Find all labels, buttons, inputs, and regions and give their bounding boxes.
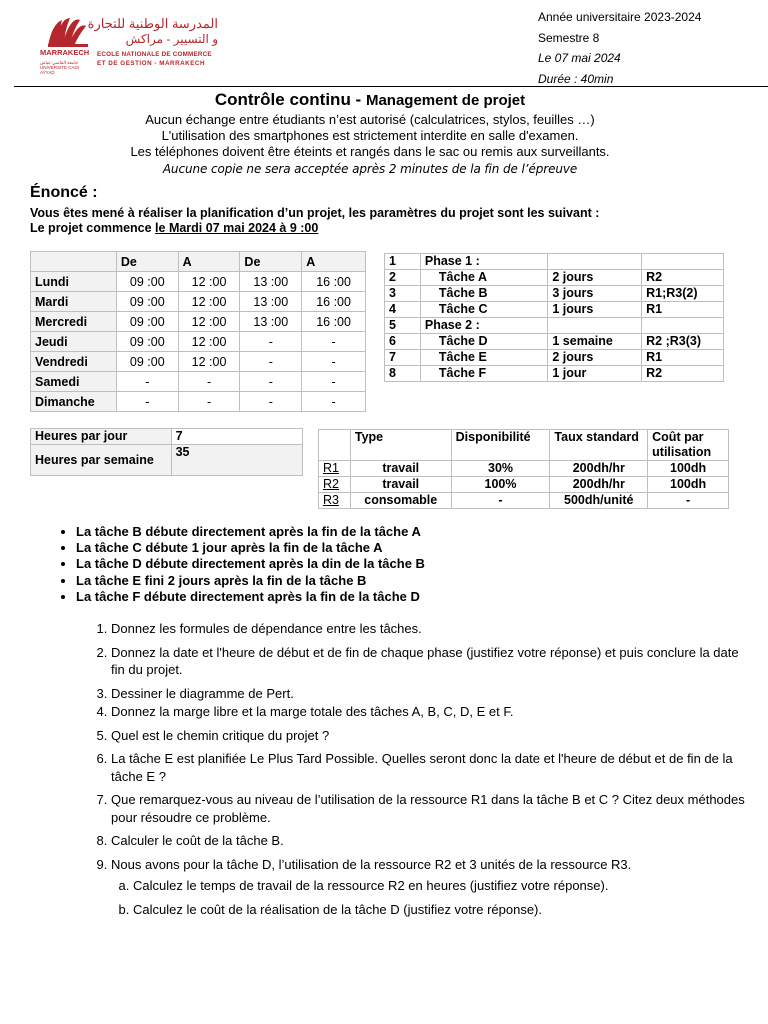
project-start-date: le Mardi 07 mai 2024 à 9 :00 [155,221,319,235]
list-item: • La tâche F débute directement après la fin de la tâche D [76,589,425,605]
sub-question-item: a. Calculez le temps de travail de la ressource R2 en heures (justifiez votre réponse). [133,877,751,895]
table-row: 4 Tâche C 1 jours R1 [385,302,724,318]
question-item: 1. Donnez les formules de dépendance entre les tâches. [111,620,751,638]
table-row: Mardi 09 :00 12 :00 13 :00 16 :00 [31,292,366,312]
schedule-header-a2: A [302,252,366,272]
table-row: 2 Tâche A 2 jours R2 [385,270,724,286]
sub-questions-list [111,877,751,918]
table-row: R3 consomable - 500dh/unité - [319,493,729,509]
schedule-header-row [31,252,366,272]
question-item: 8. Calculer le coût de la tâche B. [111,832,751,850]
logo-university: جامعة القاضي عياض UNIVERSITE CADI AYYAD [40,60,80,75]
header-divider [14,86,768,87]
schedule-header-a1: A [178,252,240,272]
schedule-table [30,251,366,412]
question-item: 6. La tâche E est planifiée Le Plus Tard Possible. Quelles seront donc la date et l'heure de début et de fin de la tâche E ? [111,750,751,785]
schedule-header-de2: De [240,252,302,272]
table-row: 7 Tâche E 2 jours R1 [385,350,724,366]
exam-title [0,90,740,110]
table-row: 3 Tâche B 3 jours R1;R3(2) [385,286,724,302]
exam-date: Le 07 mai 2024 [538,51,621,65]
table-row: Vendredi 09 :00 12 :00 - - [31,352,366,372]
table-row: R1 travail 30% 200dh/hr 100dh [319,461,729,477]
school-logo [40,16,225,78]
logo-french-line2: ET DE GESTION - MARRAKECH [97,60,206,67]
tasks-table [384,253,724,382]
question-item: 3. Dessiner le diagramme de Pert. [111,685,751,703]
exam-meta [538,7,701,89]
hours-per-week-label: Heures par semaine [31,445,172,476]
enonce-heading: Énoncé : [30,184,98,201]
list-item: • La tâche E fini 2 jours après la fin de la tâche B [76,573,425,589]
enonce-intro [30,206,599,236]
table-row: 6 Tâche D 1 semaine R2 ;R3(3) [385,334,724,350]
logo-arabic-line2: و التسيير - مراكش [125,32,218,46]
rule-warning: Aucune copie ne sera acceptée après 2 minutes de la fin de l’épreuve [162,162,578,176]
table-row: 8 Tâche F 1 jour R2 [385,366,724,382]
exam-duration: Durée : 40min [538,71,614,86]
table-row [31,429,303,445]
hours-per-day-value: 7 [171,429,302,445]
hours-per-week-value: 35 [171,445,302,476]
list-item: • La tâche C débute 1 jour après la fin de la tâche A [76,540,425,556]
semester: Semestre 8 [538,30,600,45]
schedule-header-de1: De [116,252,178,272]
question-item: 4. Donnez la marge libre et la marge totale des tâches A, B, C, D, E et F. [111,703,751,721]
rule-line-2: L'utilisation des smartphones est strictement interdite en salle d'examen. [161,128,579,143]
table-row: Dimanche - - - - [31,392,366,412]
enonce-intro-line1: Vous êtes mené à réaliser la planification d’un projet, les paramètres du projet sont les suivant : [30,206,600,220]
question-item: 7. Que remarquez-vous au niveau de l’utilisation de la ressource R1 dans la tâche B et C ? Citez deux méthodes pour résoudre ce problème. [111,791,751,826]
exam-title-main: Contrôle continu - [214,90,362,109]
hours-per-day-label: Heures par jour [31,429,172,445]
table-row: Mercredi 09 :00 12 :00 13 :00 16 :00 [31,312,366,332]
table-row: 1 Phase 1 : [385,254,724,270]
rule-line-3: Les téléphones doivent être éteints et rangés dans le sac ou remis aux surveillants. [130,144,610,159]
sub-question-item: b. Calculez le coût de la réalisation de la tâche D (justifiez votre réponse). [133,901,751,919]
questions-list [87,620,751,924]
enonce-intro-line2: Le projet commence le Mardi 07 mai 2024 à 9 :00 [30,221,319,235]
academic-year: Année universitaire 2023-2024 [538,10,702,24]
logo-city: MARRAKECH [40,48,90,57]
table-row: R2 travail 100% 200dh/hr 100dh [319,477,729,493]
table-row: 5 Phase 2 : [385,318,724,334]
table-row [31,445,303,476]
question-item: 9. Nous avons pour la tâche D, l’utilisation de la ressource R2 et 3 unités de la ressource R3. a. Calculez le temps de travail de la ressource R2 en heures (justifiez votre réponse). b. Calculez le coût de la réalisation de la tâche D (justifiez votre réponse). [111,856,751,919]
table-row: Lundi 09 :00 12 :00 13 :00 16 :00 [31,272,366,292]
list-item: • La tâche B débute directement après la fin de la tâche A [76,524,425,540]
question-item: 5. Quel est le chemin critique du projet ? [111,727,751,745]
resources-table [318,429,729,509]
table-row: Samedi - - - - [31,372,366,392]
list-item: • La tâche D débute directement après la din de la tâche B [76,556,425,572]
logo-french-line1: ECOLE NATIONALE DE COMMERCE [97,51,212,58]
exam-subject: Management de projet [365,92,526,109]
task-constraints-list [52,524,425,605]
question-item: 2. Donnez la date et l'heure de début et de fin de chaque phase (justifiez votre réponse) et puis conclure la date fin du projet. [111,644,751,679]
hours-table [30,428,303,476]
resources-header-row: Type Disponibilité Taux standard Coût par utilisation [319,430,729,461]
table-row: Jeudi 09 :00 12 :00 - - [31,332,366,352]
logo-arabic-line1: المدرسة الوطنية للتجارة [87,16,218,31]
rule-line-1: Aucun échange entre étudiants n’est autorisé (calculatrices, stylos, feuilles …) [145,112,595,127]
